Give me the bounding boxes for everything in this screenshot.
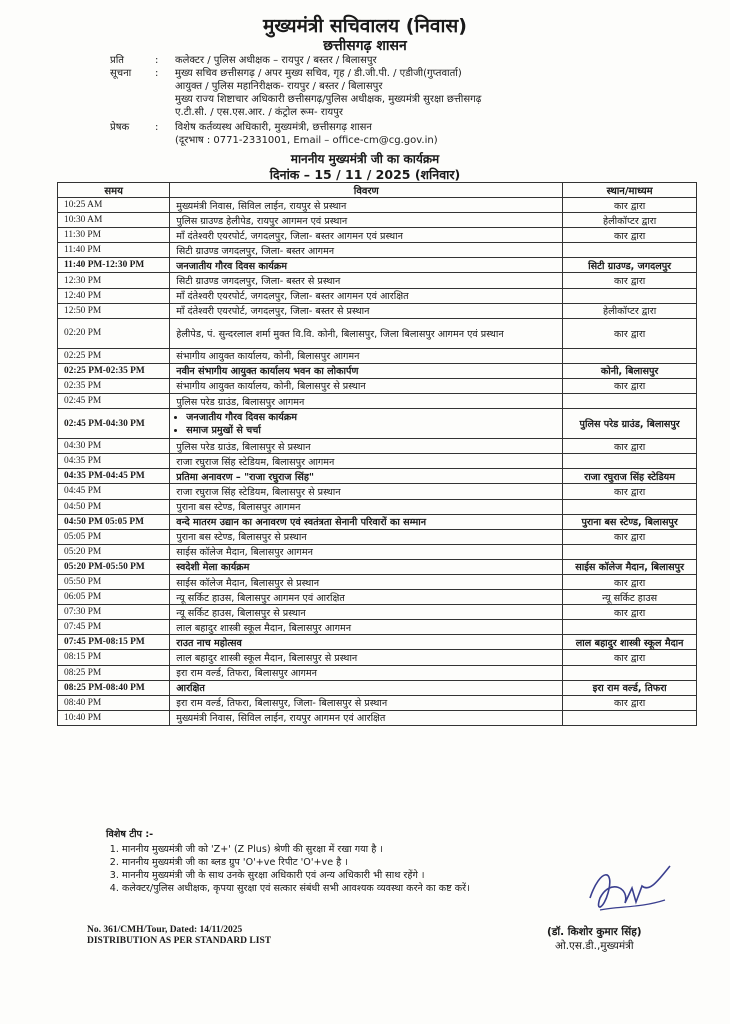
row-time: 04:30 PM <box>58 439 170 454</box>
row-mode <box>563 243 697 258</box>
row-mode <box>563 544 697 559</box>
row-time: 02:20 PM <box>58 318 170 348</box>
table-row <box>58 439 697 454</box>
row-time: 10:40 PM <box>58 710 170 725</box>
row-description: स्वदेशी मेला कार्यक्रम <box>170 559 563 574</box>
document-title: मुख्यमंत्री सचिवालय (निवास) <box>263 15 467 37</box>
row-mode: कार द्वारा <box>563 228 697 243</box>
table-row <box>58 454 697 469</box>
row-time: 04:35 PM-04:45 PM <box>58 469 170 484</box>
row-mode: हेलीकॉप्टर द्वारा <box>563 213 697 228</box>
table-row <box>58 394 697 409</box>
row-time: 02:25 PM <box>58 348 170 363</box>
row-mode <box>563 620 697 635</box>
row-mode: कार द्वारा <box>563 650 697 665</box>
row-description: मुख्यमंत्री निवास, सिविल लाईन, रायपुर आगमन एवं आरक्षित <box>170 710 563 725</box>
info-line-3: मुख्य राज्य शिष्टाचार अधिकारी छत्तीसगढ़/पुलिस अधीक्षक, मुख्यमंत्री सुरक्षा छत्तीसगढ़ <box>175 94 482 105</box>
notes-list <box>106 843 470 895</box>
row-time: 05:20 PM-05:50 PM <box>58 559 170 574</box>
row-time: 08:40 PM <box>58 695 170 710</box>
special-notes <box>106 828 470 895</box>
table-row <box>58 499 697 514</box>
row-description: लाल बहादुर शास्त्री स्कूल मैदान, बिलासपुर से प्रस्थान <box>170 650 563 665</box>
note-item: 3. माननीय मुख्यमंत्री जी के साथ उनके सुरक्षा अधिकारी एवं अन्य अधिकारी भी साथ रहेंगे । <box>122 869 470 882</box>
table-row <box>58 665 697 680</box>
table-row <box>58 574 697 589</box>
row-description: माँ दंतेश्वरी एयरपोर्ट, जगदलपुर, जिला- बस्तर आगमन एवं प्रस्थान <box>170 228 563 243</box>
row-time: 07:45 PM-08:15 PM <box>58 635 170 650</box>
row-description: राजा रघुराज सिंह स्टेडियम, बिलासपुर आगमन <box>170 454 563 469</box>
table-row <box>58 318 697 348</box>
row-time: 08:25 PM-08:40 PM <box>58 680 170 695</box>
row-description: इरा राम वर्ल्ड, तिफरा, बिलासपुर, जिला- बिलासपुर से प्रस्थान <box>170 695 563 710</box>
row-mode: लाल बहादुर शास्त्री स्कूल मैदान <box>563 635 697 650</box>
row-bullet-list <box>176 411 556 437</box>
row-time: 04:50 PM <box>58 499 170 514</box>
table-row <box>58 590 697 605</box>
to-line: प्रति : कलेक्टर / पुलिस अधीक्षक – रायपुर / बस्तर / बिलासपुर <box>110 55 377 66</box>
row-time: 10:30 AM <box>58 213 170 228</box>
table-row <box>58 378 697 393</box>
row-description: साईस कॉलेज मैदान, बिलासपुर आगमन <box>170 544 563 559</box>
table-row <box>58 529 697 544</box>
row-description: प्रतिमा अनावरण – "राजा रघुराज सिंह" <box>170 469 563 484</box>
row-description: जनजातीय गौरव दिवस कार्यक्रम <box>170 258 563 273</box>
row-description: सिटी ग्राउण्ड जगदलपुर, जिला- बस्तर से प्रस्थान <box>170 273 563 288</box>
row-mode: साईस कॉलेज मैदान, बिलासपुर <box>563 559 697 574</box>
row-time: 07:30 PM <box>58 605 170 620</box>
notes-heading: विशेष टीप :- <box>106 829 154 840</box>
row-time: 08:15 PM <box>58 650 170 665</box>
table-row <box>58 635 697 650</box>
table-row <box>58 243 697 258</box>
row-time: 07:45 PM <box>58 620 170 635</box>
table-row <box>58 213 697 228</box>
row-mode: कार द्वारा <box>563 529 697 544</box>
signatory-name: (डॉ. किशोर कुमार सिंह) <box>547 926 642 938</box>
table-row <box>58 620 697 635</box>
row-mode <box>563 710 697 725</box>
row-time: 05:05 PM <box>58 529 170 544</box>
row-time: 05:20 PM <box>58 544 170 559</box>
row-time: 11:40 PM <box>58 243 170 258</box>
row-time: 06:05 PM <box>58 590 170 605</box>
table-row <box>58 695 697 710</box>
row-time: 12:30 PM <box>58 273 170 288</box>
row-mode: पुलिस परेड ग्राउंड, बिलासपुर <box>563 409 697 439</box>
row-description: हेलीपेड, पं. सुन्दरलाल शर्मा मुक्त वि.वि. कोनी, बिलासपुर, जिला बिलासपुर आगमन एवं प्रस्थान <box>170 318 563 348</box>
row-mode: कार द्वारा <box>563 318 697 348</box>
row-mode <box>563 665 697 680</box>
row-time: 08:25 PM <box>58 665 170 680</box>
row-mode: कार द्वारा <box>563 484 697 499</box>
row-time: 04:45 PM <box>58 484 170 499</box>
row-time: 02:45 PM <box>58 394 170 409</box>
table-row <box>58 650 697 665</box>
reference-number: No. 361/CMH/Tour, Dated: 14/11/2025 <box>87 925 243 935</box>
row-description: सिटी ग्राउण्ड जगदलपुर, जिला- बस्तर आगमन <box>170 243 563 258</box>
table-row <box>58 258 697 273</box>
row-mode: कार द्वारा <box>563 695 697 710</box>
row-bullet-item: • जनजातीय गौरव दिवस कार्यक्रम <box>186 411 556 424</box>
signatory-title: ओ.एस.डी.,मुख्यमंत्री <box>554 940 634 952</box>
row-mode <box>563 288 697 303</box>
row-mode: कार द्वारा <box>563 378 697 393</box>
row-description: संभागीय आयुक्त कार्यालय, कोनी, बिलासपुर आगमन <box>170 348 563 363</box>
info-block: सूचना : मुख्य सचिव छत्तीसगढ़ / अपर मुख्य सचिव, गृह / डी.जी.पी. / एडीजी(गुप्तवार्ता) आयुक्त / पुलिस महानिरीक्षक- रायपुर / बस्तर / बिलासपुर मुख्य राज्य शिष्टाचार अधिकारी छत्तीसगढ़/पुलिस अधीक्षक, मुख्यमंत्री सुरक्षा छत्तीसगढ़ ए.टी.सी. / एस.एस.आर. / कंट्रोल रूम- रायपुर <box>110 68 482 118</box>
row-description: पुलिस परेड ग्राउंड, बिलासपुर से प्रस्थान <box>170 439 563 454</box>
row-mode: कार द्वारा <box>563 574 697 589</box>
row-mode: कोनी, बिलासपुर <box>563 363 697 378</box>
row-description: नवीन संभागीय आयुक्त कार्यालय भवन का लोकार्पण <box>170 363 563 378</box>
row-mode <box>563 499 697 514</box>
table-row <box>58 605 697 620</box>
row-mode: कार द्वारा <box>563 605 697 620</box>
row-mode: कार द्वारा <box>563 439 697 454</box>
table-row <box>58 514 697 529</box>
row-time: 02:45 PM-04:30 PM <box>58 409 170 439</box>
column-header-description: विवरण <box>170 183 563 198</box>
row-description: संभागीय आयुक्त कार्यालय, कोनी, बिलासपुर से प्रस्थान <box>170 378 563 393</box>
table-row <box>58 484 697 499</box>
table-row <box>58 273 697 288</box>
sender-block: प्रेषक : विशेष कर्तव्यस्थ अधिकारी, मुख्यमंत्री, छत्तीसगढ़ शासन (दूरभाष : 0771-2331001, Email – office-cm@cg.gov.in) <box>110 122 438 146</box>
table-row <box>58 288 697 303</box>
row-description: पुलिस परेड ग्राउंड, बिलासपुर आगमन <box>170 394 563 409</box>
row-time: 11:40 PM-12:30 PM <box>58 258 170 273</box>
table-header-row <box>58 183 697 198</box>
row-time: 12:50 PM <box>58 303 170 318</box>
table-row <box>58 680 697 695</box>
note-item: 4. कलेक्टर/पुलिस अधीक्षक, कृपया सुरक्षा एवं सत्कार संबंधी सभी आवश्यक व्यवस्था करने का कष्ट करें। <box>122 882 470 895</box>
row-description: वन्दे मातरम उद्यान का अनावरण एवं स्वतंत्रता सेनानी परिवारों का सम्मान <box>170 514 563 529</box>
row-description: साईस कॉलेज मैदान, बिलासपुर से प्रस्थान <box>170 574 563 589</box>
row-time: 04:50 PM 05:05 PM <box>58 514 170 529</box>
row-time: 02:35 PM <box>58 378 170 393</box>
row-description: पुराना बस स्टेण्ड, बिलासपुर से प्रस्थान <box>170 529 563 544</box>
info-label: सूचना <box>110 68 132 79</box>
note-item: 2. माननीय मुख्यमंत्री जी का ब्लड ग्रुप 'O'+ve रिपीट 'O'+ve है । <box>122 856 470 869</box>
row-time: 05:50 PM <box>58 574 170 589</box>
row-time: 11:30 PM <box>58 228 170 243</box>
to-label: प्रति <box>110 55 124 66</box>
table-row <box>58 303 697 318</box>
to-text: कलेक्टर / पुलिस अधीक्षक – रायपुर / बस्तर / बिलासपुर <box>175 55 377 66</box>
row-description: राजा रघुराज सिंह स्टेडियम, बिलासपुर से प्रस्थान <box>170 484 563 499</box>
row-description: राउत नाच महोत्सव <box>170 635 563 650</box>
row-time: 04:35 PM <box>58 454 170 469</box>
signatory-block <box>547 925 642 953</box>
row-mode <box>563 454 697 469</box>
program-date: दिनांक – 15 / 11 / 2025 (शनिवार) <box>269 167 461 182</box>
row-mode <box>563 394 697 409</box>
program-title: माननीय मुख्यमंत्री जी का कार्यक्रम <box>290 152 440 166</box>
sender-line-2: (दूरभाष : 0771-2331001, Email – office-cm@cg.gov.in) <box>175 135 438 146</box>
row-description: न्यू सर्किट हाउस, बिलासपुर से प्रस्थान <box>170 605 563 620</box>
sender-line-1: विशेष कर्तव्यस्थ अधिकारी, मुख्यमंत्री, छत्तीसगढ़ शासन <box>175 122 372 133</box>
table-row <box>58 348 697 363</box>
column-header-time: समय <box>58 183 170 198</box>
column-header-mode: स्थान/माध्यम <box>563 183 697 198</box>
row-bullet-item: • समाज प्रमुखों से चर्चा <box>186 424 556 437</box>
row-time: 10:25 AM <box>58 198 170 213</box>
document-subtitle: छत्तीसगढ़ शासन <box>323 38 407 54</box>
distribution-note: DISTRIBUTION AS PER STANDARD LIST <box>87 936 272 946</box>
row-description <box>170 409 563 439</box>
table-row <box>58 559 697 574</box>
reference-block <box>87 925 271 947</box>
row-mode: कार द्वारा <box>563 273 697 288</box>
table-row <box>58 469 697 484</box>
sender-label: प्रेषक <box>110 122 130 133</box>
row-mode <box>563 348 697 363</box>
row-mode: सिटी ग्राउण्ड, जगदलपुर <box>563 258 697 273</box>
table-row <box>58 363 697 378</box>
row-mode: कार द्वारा <box>563 198 697 213</box>
row-mode: इरा राम वर्ल्ड, तिफरा <box>563 680 697 695</box>
info-line-1: मुख्य सचिव छत्तीसगढ़ / अपर मुख्य सचिव, गृह / डी.जी.पी. / एडीजी(गुप्तवार्ता) <box>175 68 462 79</box>
info-line-4: ए.टी.सी. / एस.एस.आर. / कंट्रोल रूम- रायपुर <box>175 107 343 118</box>
row-description: लाल बहादुर शास्त्री स्कूल मैदान, बिलासपुर आगमन <box>170 620 563 635</box>
row-time: 12:40 PM <box>58 288 170 303</box>
row-description: आरक्षित <box>170 680 563 695</box>
table-row <box>58 544 697 559</box>
row-description: पुराना बस स्टेण्ड, बिलासपुर आगमन <box>170 499 563 514</box>
table-row <box>58 710 697 725</box>
row-description: माँ दंतेश्वरी एयरपोर्ट, जगदलपुर, जिला- बस्तर से प्रस्थान <box>170 303 563 318</box>
note-item: 1. माननीय मुख्यमंत्री जी को 'Z+' (Z Plus) श्रेणी की सुरक्षा में रखा गया है । <box>122 843 470 856</box>
row-description: इरा राम वर्ल्ड, तिफरा, बिलासपुर आगमन <box>170 665 563 680</box>
row-description: पुलिस ग्राउण्ड हेलीपेड, रायपुर आगमन एवं प्रस्थान <box>170 213 563 228</box>
row-mode: हेलीकॉप्टर द्वारा <box>563 303 697 318</box>
row-description: मुख्यमंत्री निवास, सिविल लाईन, रायपुर से प्रस्थान <box>170 198 563 213</box>
table-row <box>58 198 697 213</box>
row-description: माँ दंतेश्वरी एयरपोर्ट, जगदलपुर, जिला- बस्तर आगमन एवं आरक्षित <box>170 288 563 303</box>
row-mode: न्यू सर्किट हाउस <box>563 590 697 605</box>
row-mode: पुराना बस स्टेण्ड, बिलासपुर <box>563 514 697 529</box>
row-mode: राजा रघुराज सिंह स्टेडियम <box>563 469 697 484</box>
row-description: न्यू सर्किट हाउस, बिलासपुर आगमन एवं आरक्षित <box>170 590 563 605</box>
table-row <box>58 228 697 243</box>
info-line-2: आयुक्त / पुलिस महानिरीक्षक- रायपुर / बस्तर / बिलासपुर <box>175 81 383 92</box>
schedule-table <box>57 182 697 726</box>
signature-icon <box>570 858 680 928</box>
row-time: 02:25 PM-02:35 PM <box>58 363 170 378</box>
table-row <box>58 409 697 439</box>
